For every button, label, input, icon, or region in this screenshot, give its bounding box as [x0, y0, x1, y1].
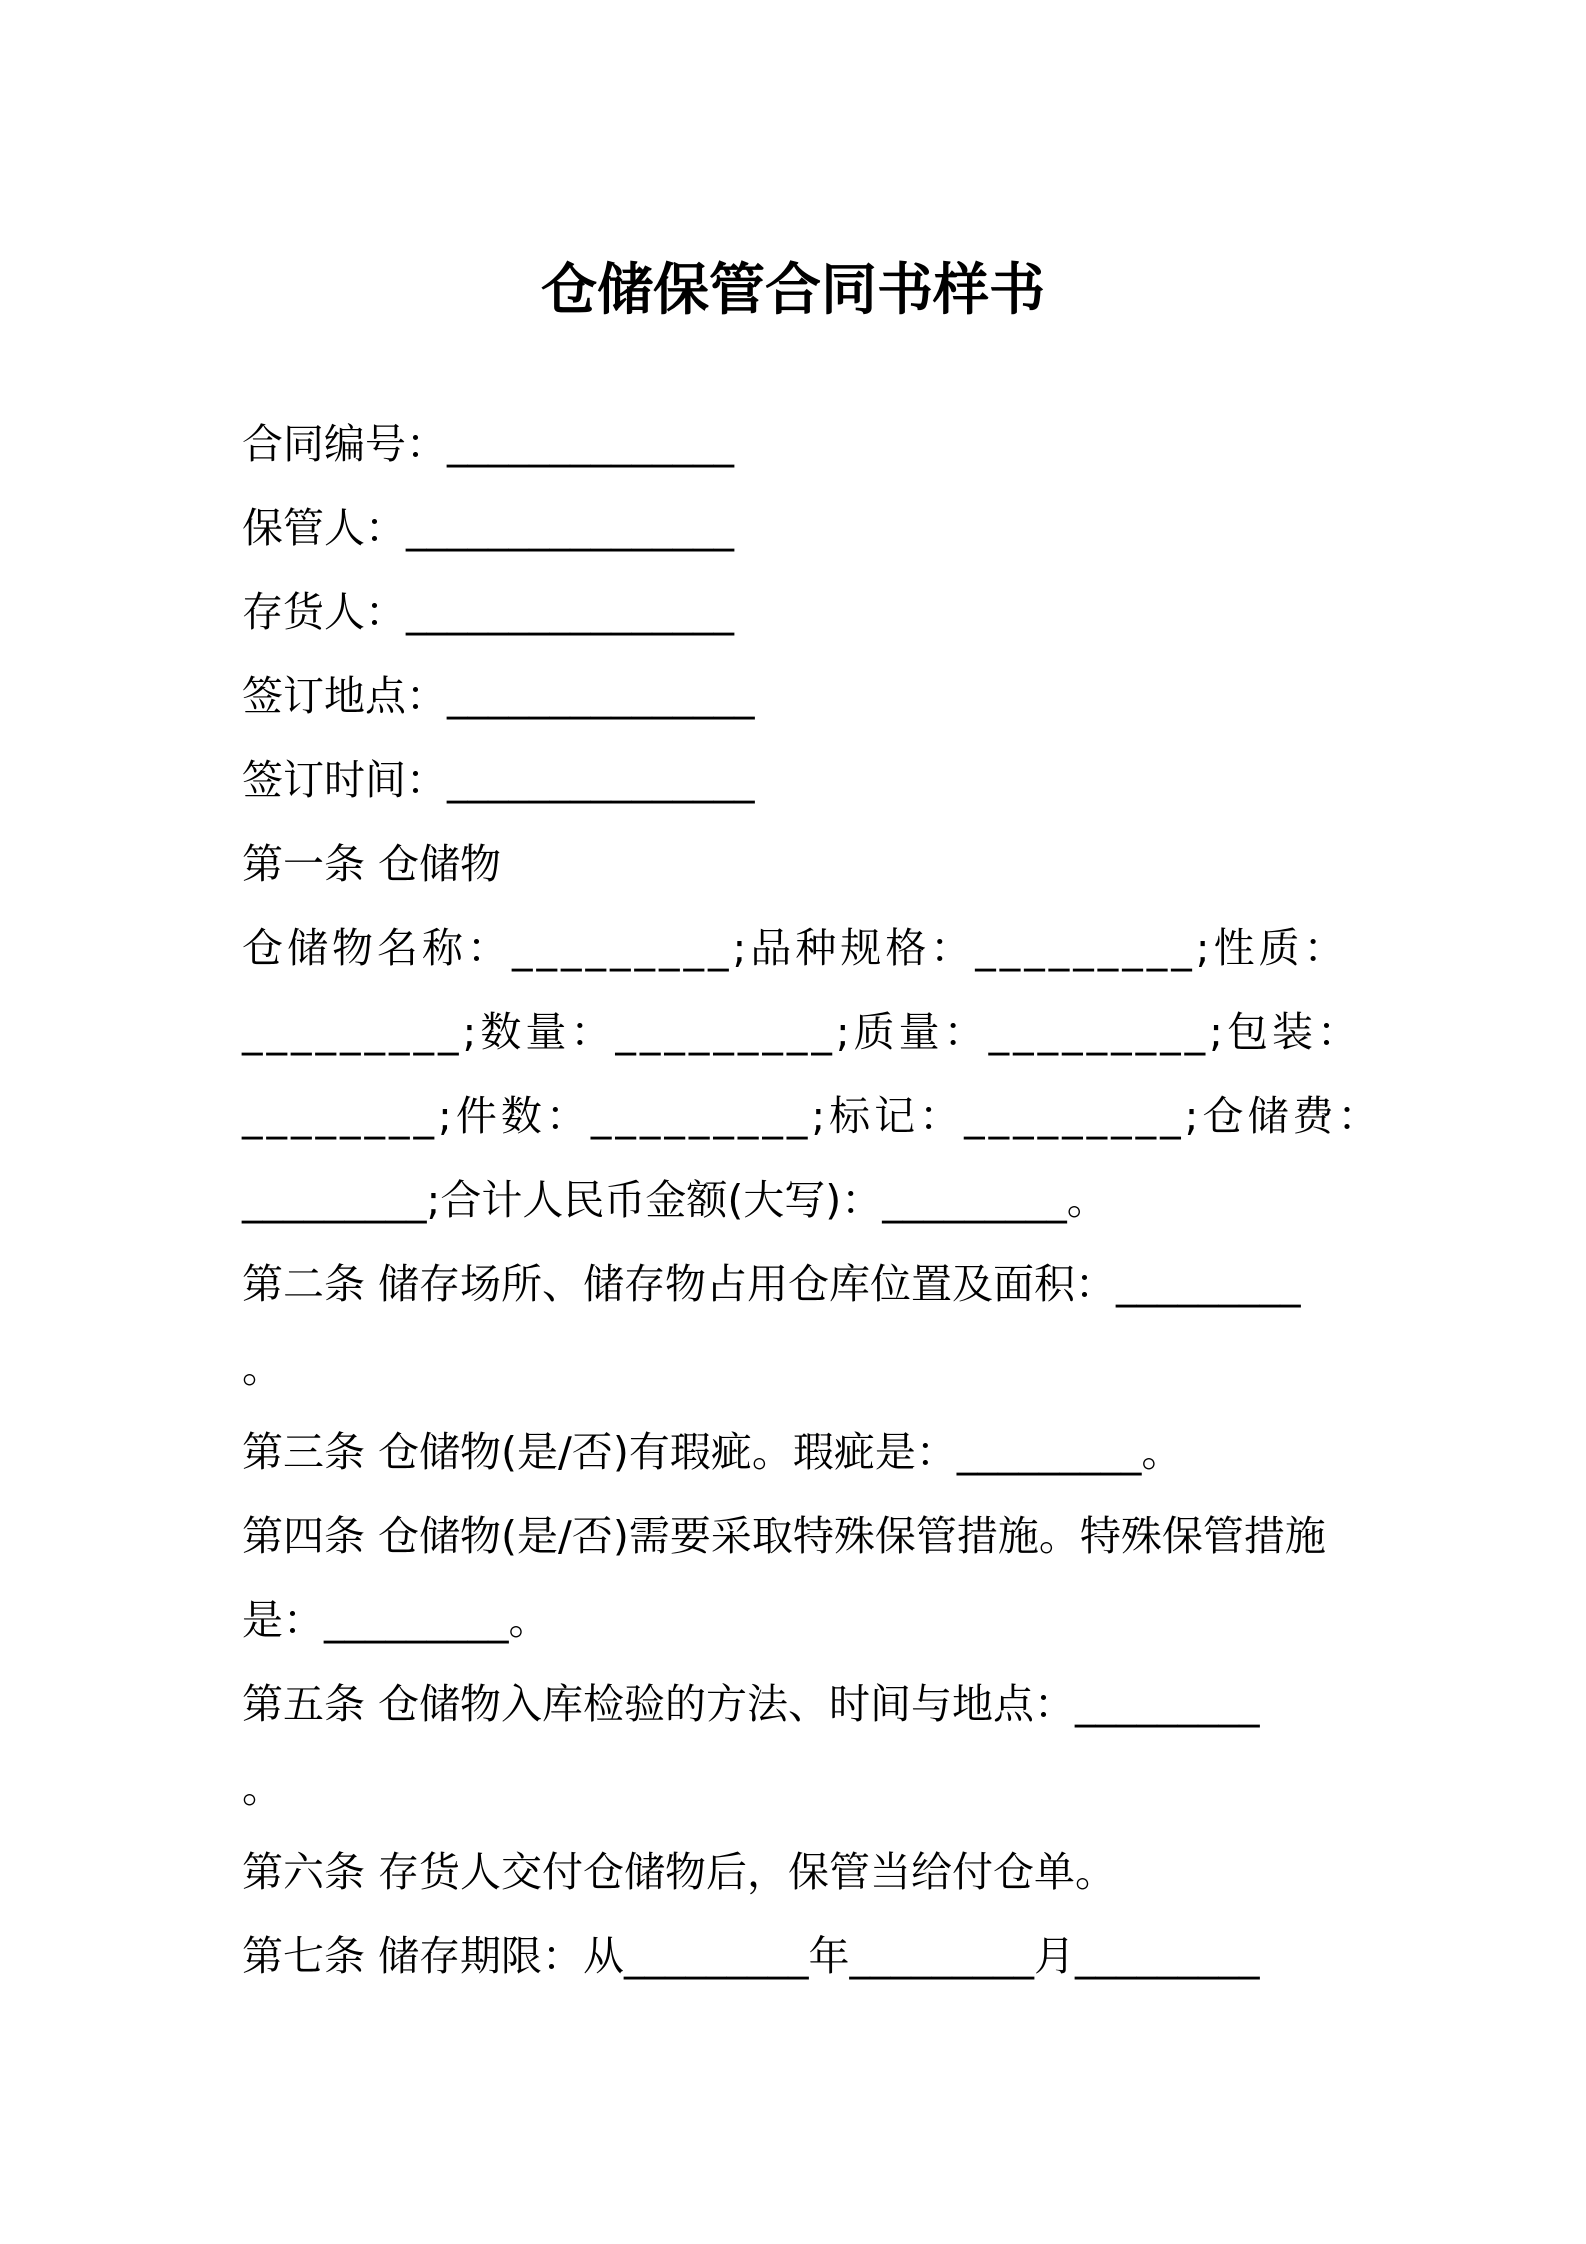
article-1-text-line: ________;件数：_________;标记：_________;仓储费：	[242, 1092, 1383, 1140]
custodian-line: 保管人：________________	[242, 504, 734, 552]
article-1-text-line: _________;合计人民币金额(大写)：_________。	[242, 1176, 1108, 1224]
depositor-line: 存货人：________________	[242, 588, 734, 636]
article-5-text-line: 第五条 仓储物入库检验的方法、时间与地点：_________	[242, 1680, 1260, 1728]
article-1-text-line: _________;数量：_________;质量：_________;包装：	[242, 1008, 1362, 1056]
contract-number-line: 合同编号：______________	[242, 420, 734, 468]
article-2-text-line: 。	[242, 1344, 283, 1392]
document-title: 仓储保管合同书样书	[541, 258, 1045, 323]
article-6-text-line: 第六条 存货人交付仓储物后，保管当给付仓单。	[242, 1848, 1117, 1896]
article-7-text-line: 第七条 储存期限：从_________年_________月_________	[242, 1932, 1260, 1980]
article-4-text-line: 是：_________。	[242, 1596, 550, 1644]
article-3-text-line: 第三条 仓储物(是/否)有瑕疵。瑕疵是：_________。	[242, 1428, 1183, 1476]
article-4-text-line: 第四条 仓储物(是/否)需要采取特殊保管措施。特殊保管措施	[242, 1512, 1326, 1560]
signing-place-line: 签订地点：_______________	[242, 672, 755, 720]
article-5-text-line: 。	[242, 1764, 283, 1812]
signing-time-line: 签订时间：_______________	[242, 756, 755, 804]
article-1-heading: 第一条 仓储物	[242, 840, 502, 888]
article-1-text-line: 仓储物名称：_________;品种规格：_________;性质：	[242, 924, 1349, 972]
article-2-text-line: 第二条 储存场所、储存物占用仓库位置及面积：_________	[242, 1260, 1301, 1308]
